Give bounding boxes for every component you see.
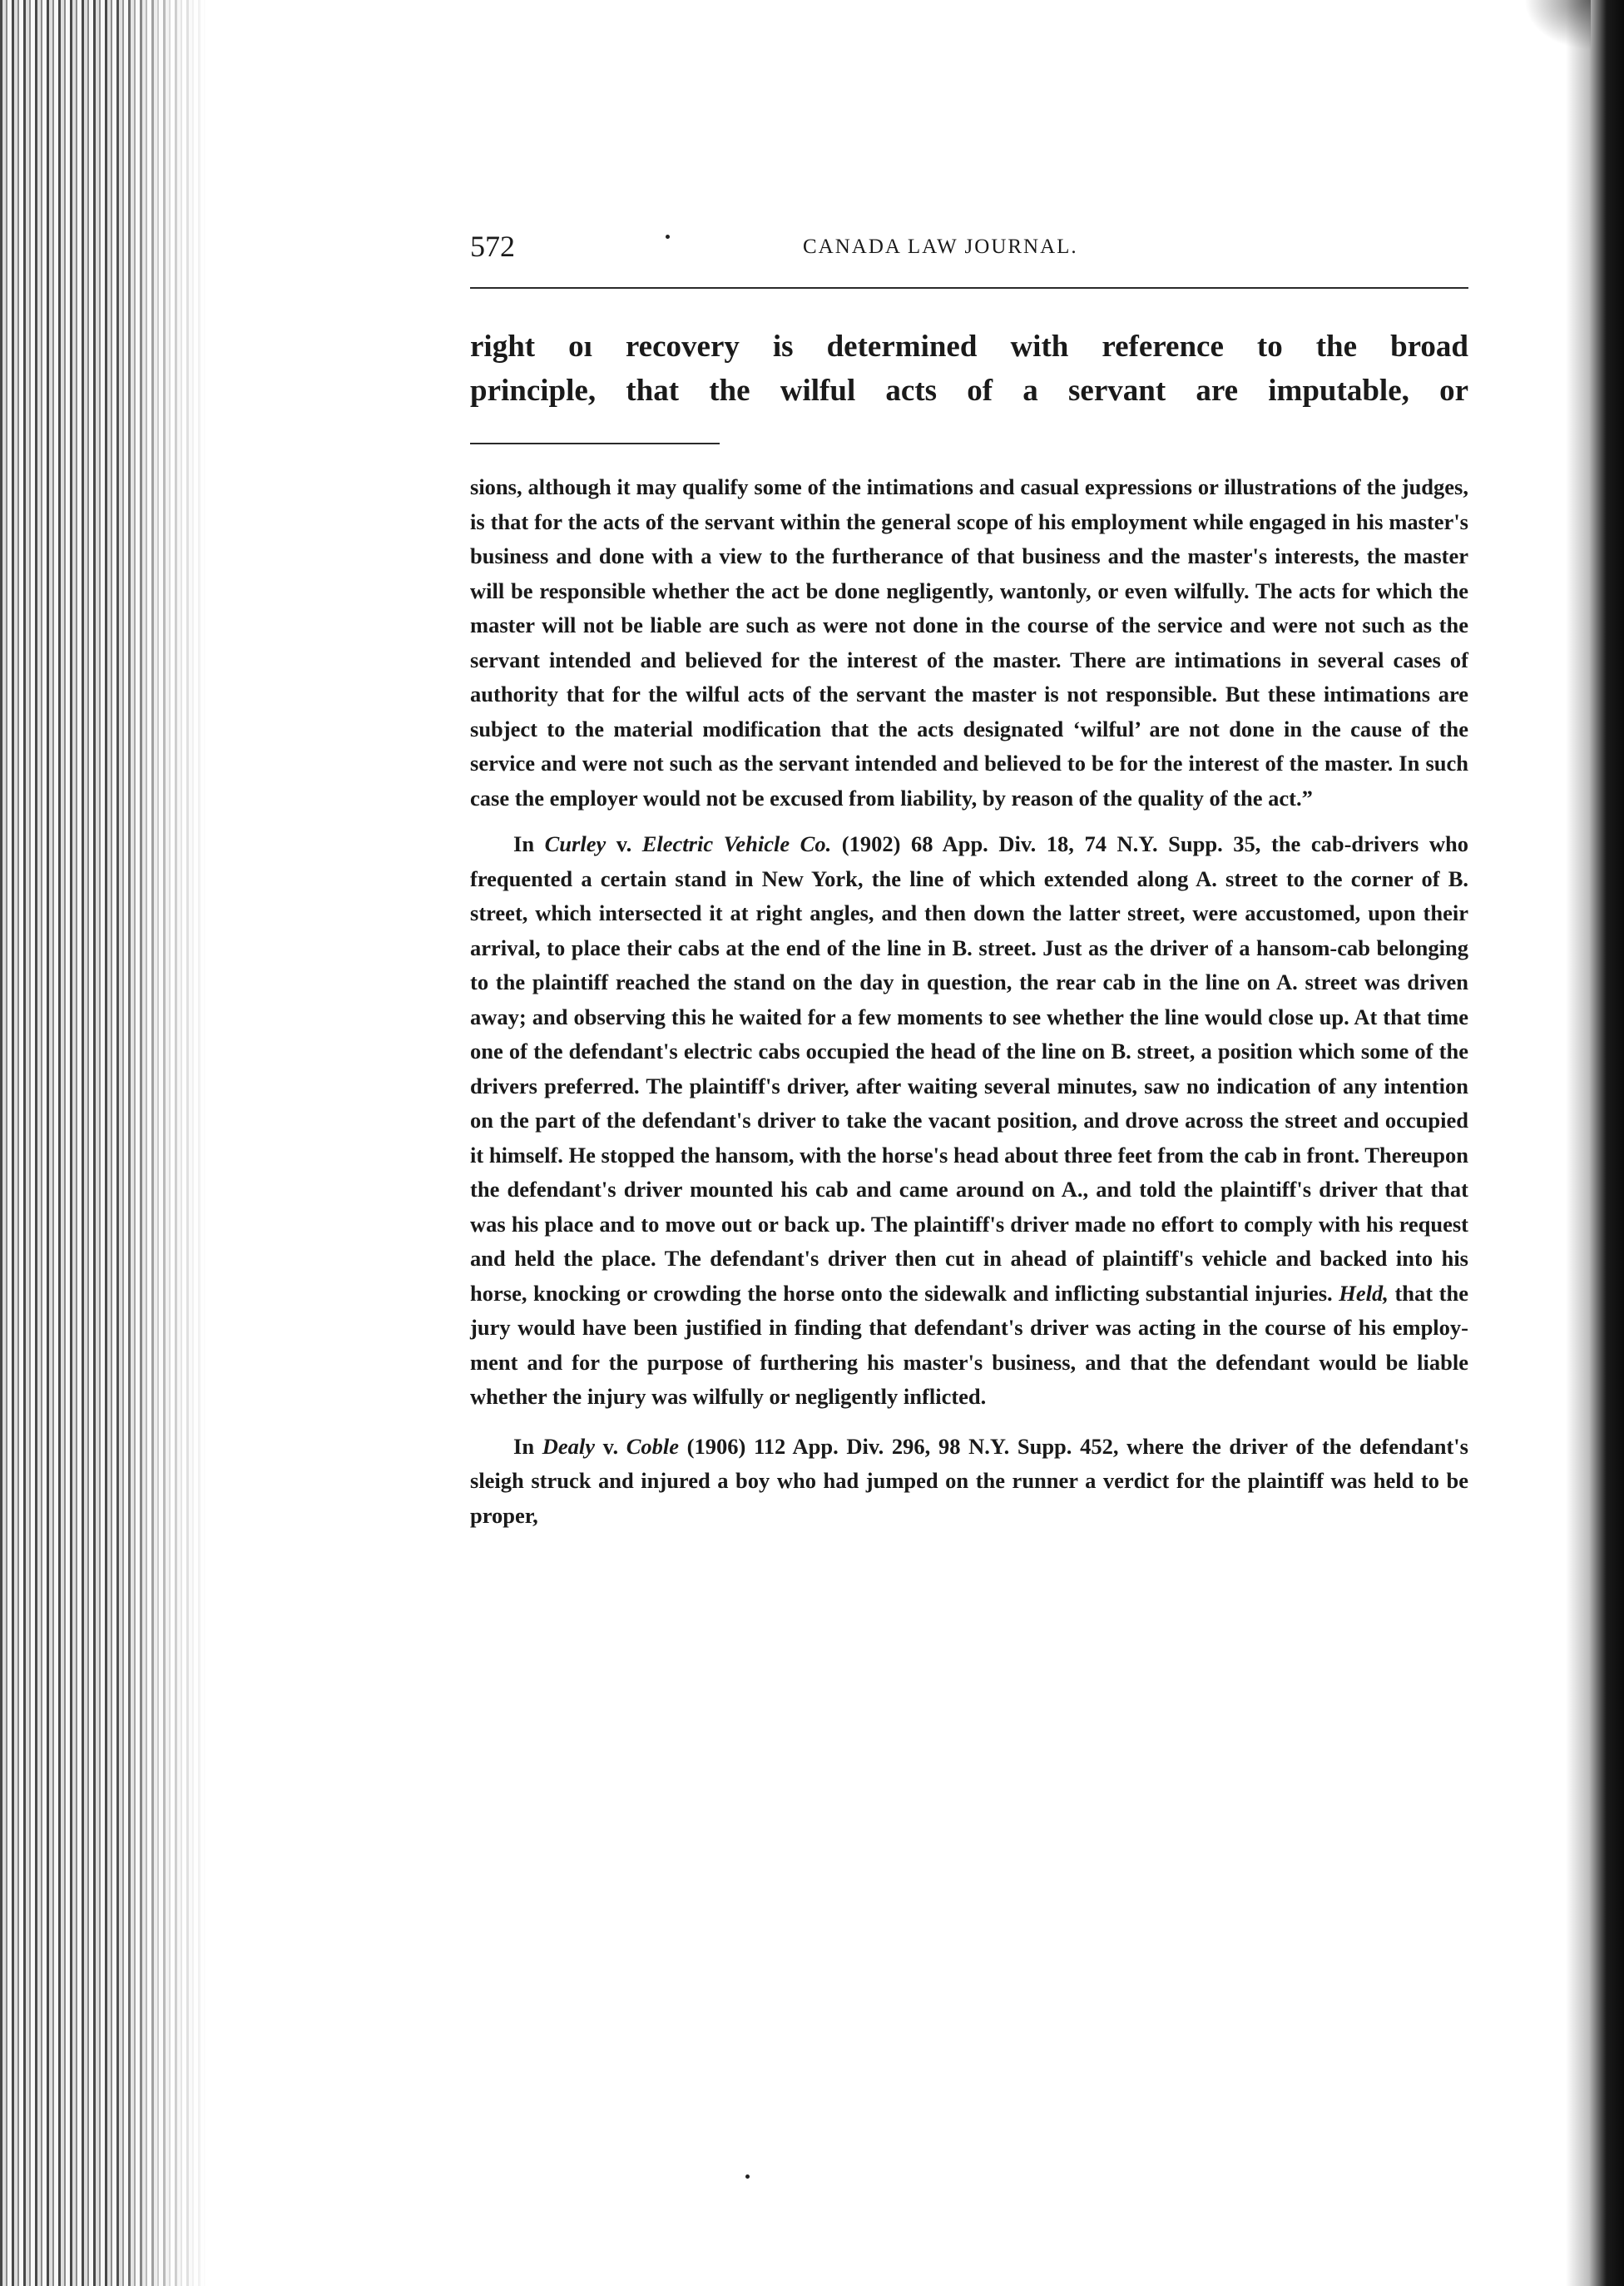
scan-speck [666, 235, 670, 239]
running-title: CANADA LAW JOURNAL. [803, 236, 1078, 258]
footnote-paragraph: sions, although it may qualify some of the intimations and casual expressions or illustrations of the judges, is that for the acts of the servant within the general scope of his employment while engaged in his master's business and done with a view to the furtherance of that business and the master's interests, the master will be responsible whether the act be done negligently, wantonly, or even wilfully. The acts for which the master will not be liable are such as were not done in the course of the service and were not such as the servant intended and believed for the interest of the master. There are intimations in several cases of authority that for the wilful acts of the servant the master is not responsible. But these intimations are subject to the material modification that the acts designated ‘wilful’ are not done in the cause of the service and were not such as the servant intended and believed to be for the interest of the master. In such case the employer would not be excused from liability, by reason of the quality of the act.” [470, 474, 1468, 811]
page-header [470, 229, 1468, 279]
case-name: Dealy [542, 1433, 595, 1459]
header-rule [470, 287, 1468, 289]
footnote-paragraph [470, 827, 1468, 1415]
main-text-line: principle, that the wilful acts of a servant are imputable, or [470, 374, 1468, 408]
text-run: In [513, 1433, 542, 1459]
footnote-rule [470, 443, 720, 444]
main-text [470, 325, 1468, 413]
document-page [470, 229, 1469, 1528]
main-text-line: right oı recovery is determined with reference to the broad [470, 330, 1468, 364]
case-name: Coble [626, 1433, 680, 1459]
text-run: (1906) 112 App. Div. 296, 98 N.Y. Supp. 452, where the driver of the defendant's sleigh struck and injured a boy who had jumped on the runner a verdict for the plaintiff was held to be proper, [470, 1433, 1468, 1528]
scan-speck [745, 2174, 750, 2179]
footnote-block [470, 470, 1468, 1533]
text-run: v. [595, 1433, 626, 1459]
text-run: v. [606, 831, 642, 856]
text-run: (1902) 68 App. Div. 18, 74 N.Y. Supp. 35, the cab-drivers who frequented a certain stand in New York, the line of which extended along A. street to the corner of B. street, which intersected it at right angles, and then down the latter street, were accustomed, upon their arrival, to place their cabs at the end of the line in B. street. Just as the driver of a hansom-cab belonging to the plaintiff reached the stand on the day in question, the rear cab in the line on A. street was driven away; and observing this he waited for a few moments to see whether the line would close up. At that time one of the defendant's electric cabs occupied the head of the line on B. street, a position which some of the drivers preferred. The plaintiff's driver, after waiting several minutes, saw no indication of any intention on the part of the defendant's driver to take the vacant position, and drove across the street and occupied it himself. He stopped the hansom, with the horse's head about three feet from the cab in front. Thereupon the defendant's driver mounted his cab and came around on A., and told the plaintiff's driver that that was his place and to move out or back up. The plaintiff's driver made no effort to comply with his request and held the place. The defendant's driver then cut in ahead of plaintiff's vehicle and backed into his horse, knocking or crowding the horse onto the sidewalk and inflicting substantial injuries. [470, 831, 1469, 1306]
footnote-paragraph [470, 1430, 1468, 1534]
case-name: Curley [544, 831, 607, 856]
scan-binding-shadow-left [0, 0, 208, 2286]
held-label: Held, [1339, 1280, 1389, 1306]
text-run: that the jury would have been justified in finding that defendant's driver was acting in the course of his employment and for the purpose of furthering his master's business, and that the defendant would be liable whether the injury was wilfully or negligently inflicted. [470, 1280, 1469, 1409]
page-number: 572 [470, 230, 515, 263]
case-name: Electric Vehicle Co. [641, 831, 832, 856]
scan-binding-shadow-right [1566, 0, 1624, 2286]
text-run: In [513, 831, 545, 856]
scan-corner-smudge [1524, 0, 1591, 50]
